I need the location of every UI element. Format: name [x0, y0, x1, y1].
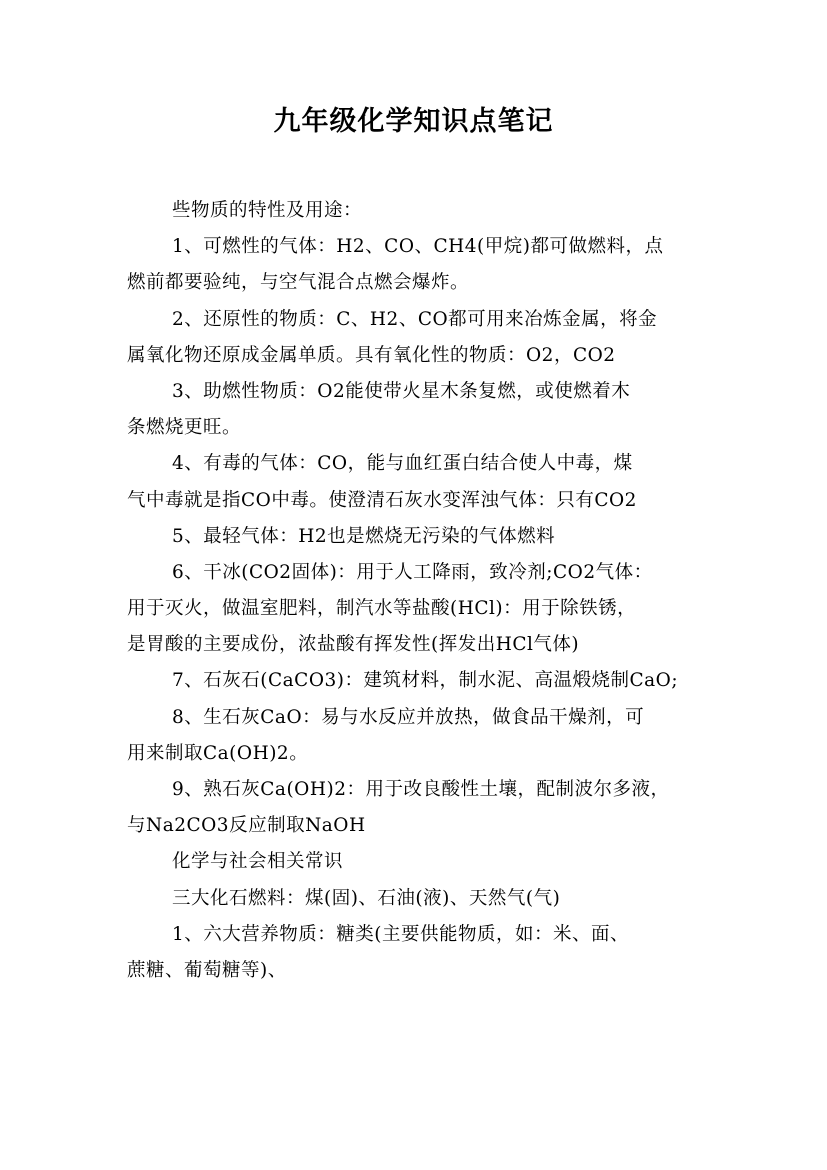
paragraph-line: 三大化石燃料：煤(固)、石油(液)、天然气(气): [172, 887, 561, 909]
paragraph-line: 5、最轻气体：H2也是燃烧无污染的气体燃料: [172, 525, 556, 547]
paragraph-line: 1、可燃性的气体：H2、CO、CH4(甲烷)都可做燃料，点: [172, 236, 664, 258]
paragraph-line: 6、干冰(CO2固体)：用于人工降雨，致冷剂;CO2气体：: [172, 561, 653, 583]
document-body: [127, 193, 709, 989]
paragraph-line: 用于灭火，做温室肥料，制汽水等盐酸(HCl)：用于除铁锈，: [127, 598, 637, 620]
paragraph-line: 燃前都要验纯，与空气混合点燃会爆炸。: [127, 272, 470, 294]
paragraph-line: 属氧化物还原成金属单质。具有氧化性的物质：O2，CO2: [127, 344, 616, 366]
page-title: 九年级化学知识点笔记: [273, 106, 554, 137]
paragraph-line: 8、生石灰CaO：易与水反应并放热，做食品干燥剂，可: [172, 706, 645, 728]
paragraph-line: 条燃烧更旺。: [127, 417, 242, 439]
paragraph-line: 2、还原性的物质：C、H2、CO都可用来冶炼金属，将金: [172, 308, 658, 330]
paragraph-line: 9、熟石灰Ca(OH)2：用于改良酸性土壤，配制波尔多液，: [172, 779, 670, 800]
paragraph-line: 1、六大营养物质：糖类(主要供能物质，如：米、面、: [172, 923, 629, 945]
paragraph-line: 4、有毒的气体：CO，能与血红蛋白结合使人中毒，煤: [172, 453, 633, 475]
paragraph-line: 用来制取Ca(OH)2。: [127, 742, 309, 764]
paragraph-line: 3、助燃性物质：O2能使带火星木条复燃，或使燃着木: [172, 380, 631, 402]
paragraph-line: 是胃酸的主要成份，浓盐酸有挥发性(挥发出HCl气体): [127, 634, 580, 656]
paragraph-line: 些物质的特性及用途：: [172, 200, 363, 221]
paragraph-line: 气中毒就是指CO中毒。使澄清石灰水变浑浊气体：只有CO2: [127, 489, 637, 511]
section-heading: 化学与社会相关常识: [172, 851, 344, 873]
paragraph-line: 7、石灰石(CaCO3)：建筑材料，制水泥、高温煅烧制CaO;: [172, 670, 679, 692]
paragraph-line: 与Na2CO3反应制取NaOH: [127, 815, 366, 837]
paragraph-line: 蔗糖、葡萄糖等)、: [127, 959, 287, 981]
